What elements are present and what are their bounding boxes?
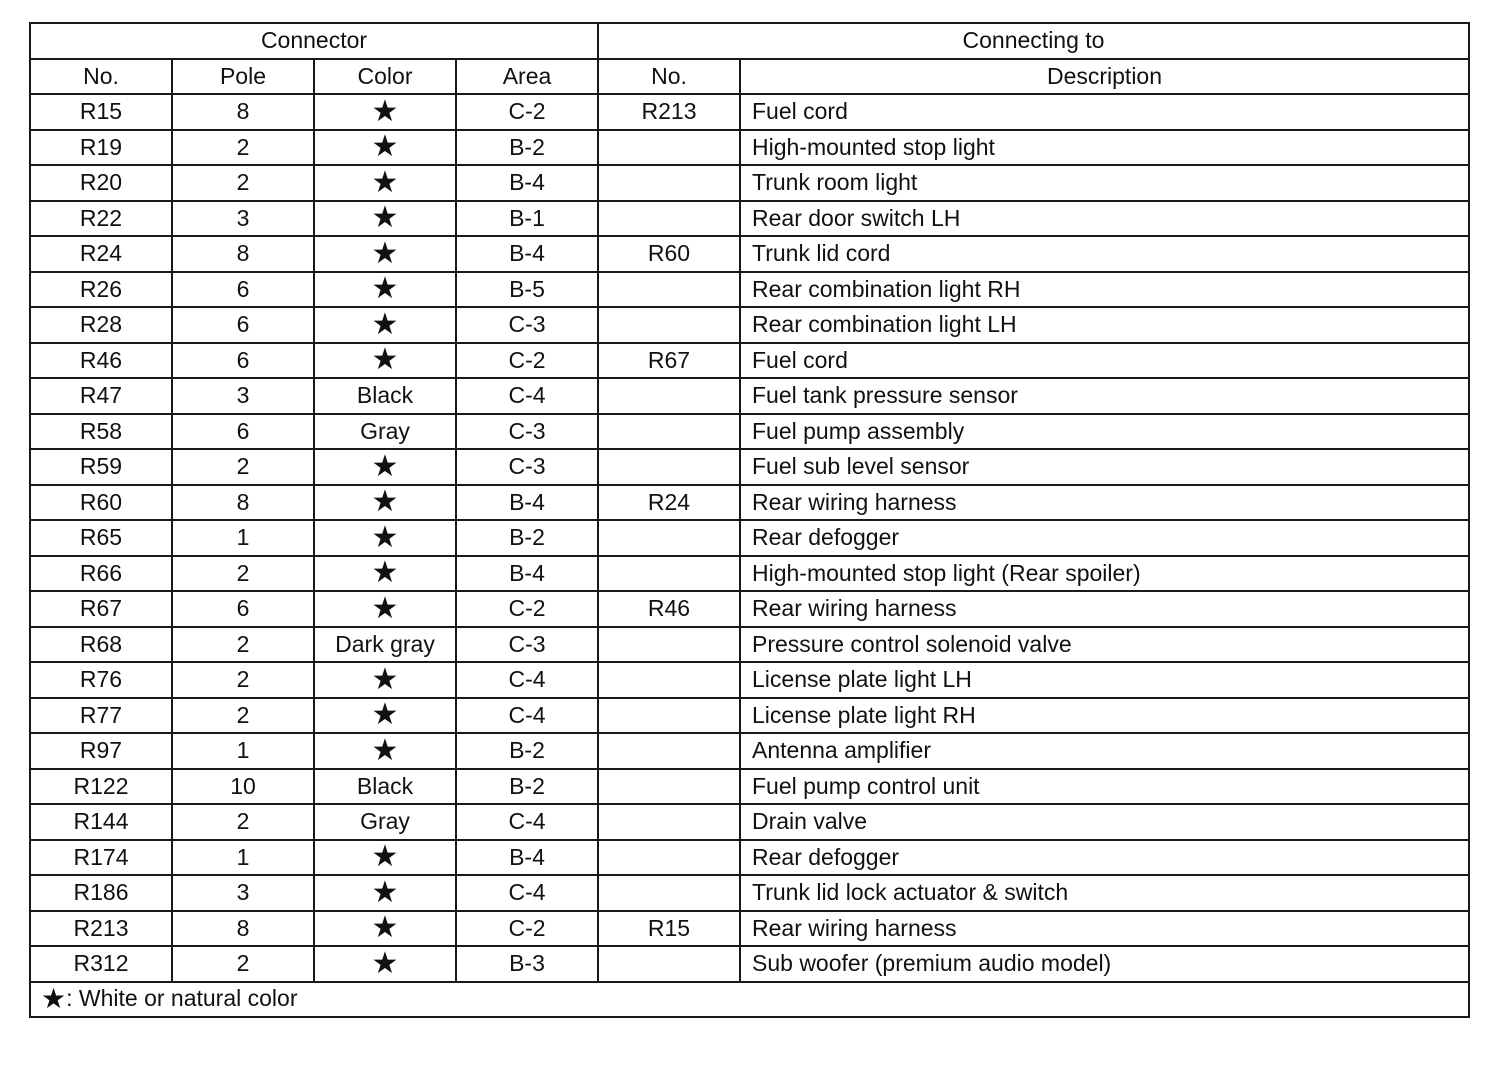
cell-color (314, 485, 456, 521)
cell-color (314, 591, 456, 627)
cell-connecting-no (598, 946, 740, 982)
cell-area: B-5 (456, 272, 598, 308)
table-row (30, 698, 1469, 734)
cell-connecting-no: R67 (598, 343, 740, 379)
cell-connector-no: R77 (30, 698, 172, 734)
cell-connector-no: R213 (30, 911, 172, 947)
cell-area: C-2 (456, 911, 598, 947)
cell-description: Fuel pump assembly (740, 414, 1469, 450)
cell-pole: 8 (172, 485, 314, 521)
cell-connector-no: R76 (30, 662, 172, 698)
star-icon: ★ (41, 983, 67, 1015)
cell-color (314, 875, 456, 911)
cell-connector-no: R60 (30, 485, 172, 521)
star-icon: ★ (371, 520, 399, 554)
cell-connecting-no (598, 272, 740, 308)
cell-pole: 6 (172, 272, 314, 308)
cell-description: High-mounted stop light (Rear spoiler) (740, 556, 1469, 592)
cell-description: Rear combination light LH (740, 307, 1469, 343)
cell-area: C-4 (456, 662, 598, 698)
star-icon: ★ (371, 307, 399, 341)
cell-description: Rear combination light RH (740, 272, 1469, 308)
cell-description: Rear wiring harness (740, 591, 1469, 627)
table-row (30, 236, 1469, 272)
column-header-row (30, 59, 1469, 95)
star-icon: ★ (371, 662, 399, 696)
cell-connecting-no: R24 (598, 485, 740, 521)
cell-area: B-4 (456, 236, 598, 272)
cell-color: Gray (314, 414, 456, 450)
table-row (30, 769, 1469, 805)
cell-area: C-2 (456, 94, 598, 130)
cell-description: Fuel tank pressure sensor (740, 378, 1469, 414)
table-row (30, 94, 1469, 130)
star-icon: ★ (371, 272, 399, 306)
cell-connector-no: R66 (30, 556, 172, 592)
cell-color (314, 520, 456, 556)
star-icon: ★ (371, 449, 399, 483)
cell-area: B-4 (456, 165, 598, 201)
cell-pole: 3 (172, 378, 314, 414)
cell-color (314, 130, 456, 166)
cell-connector-no: R174 (30, 840, 172, 876)
star-icon: ★ (371, 130, 399, 164)
cell-connector-no: R312 (30, 946, 172, 982)
cell-connecting-no: R15 (598, 911, 740, 947)
cell-description: Fuel cord (740, 94, 1469, 130)
table-row (30, 485, 1469, 521)
cell-description: Drain valve (740, 804, 1469, 840)
cell-connecting-no (598, 556, 740, 592)
star-icon: ★ (371, 591, 399, 625)
table-row (30, 272, 1469, 308)
cell-pole: 6 (172, 591, 314, 627)
cell-color: Dark gray (314, 627, 456, 663)
cell-pole: 6 (172, 307, 314, 343)
cell-description: Fuel sub level sensor (740, 449, 1469, 485)
table-row (30, 307, 1469, 343)
star-icon: ★ (371, 485, 399, 519)
table-row (30, 804, 1469, 840)
cell-description: Sub woofer (premium audio model) (740, 946, 1469, 982)
cell-area: B-2 (456, 130, 598, 166)
cell-description: License plate light LH (740, 662, 1469, 698)
cell-area: C-2 (456, 343, 598, 379)
legend-text: : White or natural color (66, 985, 298, 1012)
cell-description: License plate light RH (740, 698, 1469, 734)
cell-color: Gray (314, 804, 456, 840)
cell-color (314, 733, 456, 769)
table-row (30, 733, 1469, 769)
cell-area: C-3 (456, 307, 598, 343)
star-icon: ★ (371, 911, 399, 945)
cell-color: Black (314, 378, 456, 414)
cell-pole: 8 (172, 236, 314, 272)
star-icon: ★ (371, 343, 399, 377)
cell-description: Fuel cord (740, 343, 1469, 379)
table-row (30, 165, 1469, 201)
cell-pole: 8 (172, 911, 314, 947)
cell-connecting-no (598, 733, 740, 769)
cell-description: Trunk lid lock actuator & switch (740, 875, 1469, 911)
table-row (30, 343, 1469, 379)
cell-color (314, 307, 456, 343)
cell-description: Pressure control solenoid valve (740, 627, 1469, 663)
connector-group-header: Connector (30, 23, 598, 59)
star-icon: ★ (371, 840, 399, 874)
column-header-color: Color (314, 59, 456, 95)
column-header-area: Area (456, 59, 598, 95)
cell-area: C-4 (456, 875, 598, 911)
cell-color (314, 449, 456, 485)
table-row (30, 520, 1469, 556)
column-header-no: No. (30, 59, 172, 95)
cell-connecting-no: R60 (598, 236, 740, 272)
cell-description: Rear wiring harness (740, 911, 1469, 947)
cell-connector-no: R58 (30, 414, 172, 450)
table-row (30, 414, 1469, 450)
cell-description: Rear defogger (740, 840, 1469, 876)
cell-connector-no: R59 (30, 449, 172, 485)
cell-pole: 2 (172, 449, 314, 485)
cell-connecting-no (598, 165, 740, 201)
table-row (30, 449, 1469, 485)
cell-connecting-no (598, 449, 740, 485)
cell-color (314, 94, 456, 130)
table-row (30, 130, 1469, 166)
cell-pole: 2 (172, 556, 314, 592)
table-row (30, 591, 1469, 627)
cell-pole: 1 (172, 520, 314, 556)
cell-connecting-no (598, 520, 740, 556)
column-header-connecting-no: No. (598, 59, 740, 95)
cell-connector-no: R24 (30, 236, 172, 272)
cell-connecting-no: R46 (598, 591, 740, 627)
cell-color: Black (314, 769, 456, 805)
cell-connector-no: R15 (30, 94, 172, 130)
cell-color (314, 201, 456, 237)
cell-description: Trunk lid cord (740, 236, 1469, 272)
cell-connecting-no (598, 698, 740, 734)
cell-connector-no: R186 (30, 875, 172, 911)
table-row (30, 662, 1469, 698)
cell-pole: 2 (172, 165, 314, 201)
cell-pole: 3 (172, 875, 314, 911)
cell-area: B-4 (456, 485, 598, 521)
star-icon: ★ (371, 236, 399, 270)
cell-connecting-no (598, 627, 740, 663)
connecting-to-group-header: Connecting to (598, 23, 1469, 59)
star-icon: ★ (371, 733, 399, 767)
cell-pole: 6 (172, 414, 314, 450)
table-row (30, 946, 1469, 982)
cell-pole: 2 (172, 804, 314, 840)
table-body (30, 94, 1469, 982)
cell-color (314, 698, 456, 734)
table-row (30, 378, 1469, 414)
cell-connector-no: R26 (30, 272, 172, 308)
legend (30, 982, 1469, 1018)
cell-color (314, 911, 456, 947)
table-row (30, 201, 1469, 237)
cell-area: B-2 (456, 520, 598, 556)
cell-area: C-3 (456, 627, 598, 663)
table-row (30, 875, 1469, 911)
cell-connecting-no (598, 378, 740, 414)
cell-color (314, 272, 456, 308)
star-icon: ★ (371, 165, 399, 199)
cell-area: C-2 (456, 591, 598, 627)
star-icon: ★ (371, 94, 399, 128)
cell-connector-no: R65 (30, 520, 172, 556)
star-icon: ★ (371, 556, 399, 590)
star-icon: ★ (371, 875, 399, 909)
cell-area: C-4 (456, 698, 598, 734)
cell-description: Fuel pump control unit (740, 769, 1469, 805)
cell-connector-no: R122 (30, 769, 172, 805)
cell-description: High-mounted stop light (740, 130, 1469, 166)
cell-area: C-3 (456, 449, 598, 485)
cell-area: B-2 (456, 769, 598, 805)
cell-connecting-no (598, 307, 740, 343)
cell-connector-no: R20 (30, 165, 172, 201)
cell-connector-no: R97 (30, 733, 172, 769)
cell-pole: 2 (172, 662, 314, 698)
cell-connector-no: R28 (30, 307, 172, 343)
column-header-description: Description (740, 59, 1469, 95)
cell-connector-no: R144 (30, 804, 172, 840)
cell-color (314, 343, 456, 379)
cell-pole: 6 (172, 343, 314, 379)
table-row (30, 627, 1469, 663)
star-icon: ★ (371, 201, 399, 235)
cell-description: Rear wiring harness (740, 485, 1469, 521)
cell-description: Antenna amplifier (740, 733, 1469, 769)
cell-connecting-no (598, 130, 740, 166)
cell-color (314, 236, 456, 272)
cell-area: C-4 (456, 804, 598, 840)
cell-pole: 2 (172, 130, 314, 166)
cell-connecting-no (598, 804, 740, 840)
cell-connecting-no (598, 201, 740, 237)
table-row (30, 840, 1469, 876)
star-icon: ★ (371, 698, 399, 732)
legend-row (30, 982, 1469, 1018)
cell-description: Trunk room light (740, 165, 1469, 201)
cell-connecting-no (598, 414, 740, 450)
cell-area: B-4 (456, 556, 598, 592)
cell-area: B-3 (456, 946, 598, 982)
cell-connector-no: R47 (30, 378, 172, 414)
cell-color (314, 840, 456, 876)
cell-description: Rear door switch LH (740, 201, 1469, 237)
cell-area: B-4 (456, 840, 598, 876)
cell-pole: 8 (172, 94, 314, 130)
table-row (30, 911, 1469, 947)
group-header-row (30, 23, 1469, 59)
cell-connecting-no (598, 769, 740, 805)
cell-area: B-1 (456, 201, 598, 237)
cell-color (314, 662, 456, 698)
cell-color (314, 556, 456, 592)
star-icon: ★ (371, 946, 399, 980)
cell-connecting-no (598, 840, 740, 876)
cell-connector-no: R19 (30, 130, 172, 166)
cell-pole: 2 (172, 698, 314, 734)
cell-pole: 3 (172, 201, 314, 237)
cell-pole: 10 (172, 769, 314, 805)
cell-connecting-no (598, 875, 740, 911)
cell-connector-no: R46 (30, 343, 172, 379)
connector-table (29, 22, 1470, 1018)
column-header-pole: Pole (172, 59, 314, 95)
cell-area: C-3 (456, 414, 598, 450)
cell-area: C-4 (456, 378, 598, 414)
cell-connector-no: R68 (30, 627, 172, 663)
cell-area: B-2 (456, 733, 598, 769)
cell-connector-no: R22 (30, 201, 172, 237)
cell-connecting-no: R213 (598, 94, 740, 130)
cell-color (314, 946, 456, 982)
cell-description: Rear defogger (740, 520, 1469, 556)
cell-pole: 1 (172, 840, 314, 876)
cell-pole: 2 (172, 946, 314, 982)
cell-connector-no: R67 (30, 591, 172, 627)
cell-connecting-no (598, 662, 740, 698)
cell-pole: 2 (172, 627, 314, 663)
cell-pole: 1 (172, 733, 314, 769)
table-row (30, 556, 1469, 592)
cell-color (314, 165, 456, 201)
